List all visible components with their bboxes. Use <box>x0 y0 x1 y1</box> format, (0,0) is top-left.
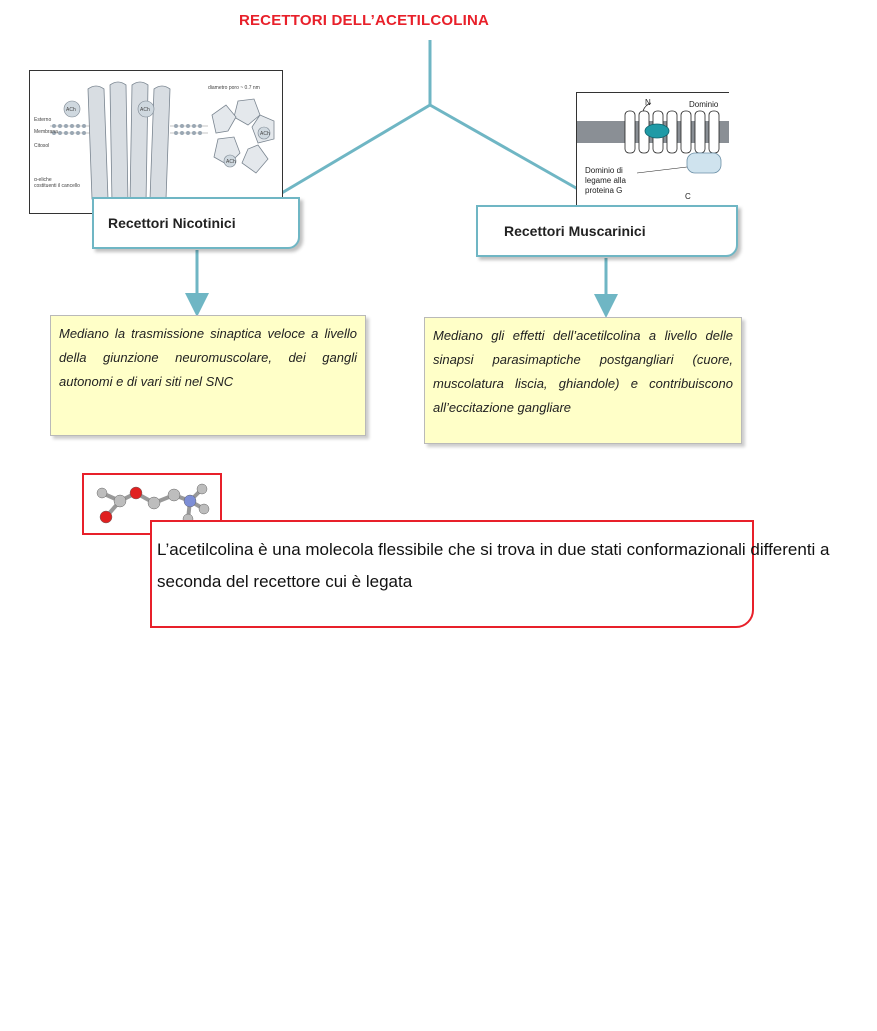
nicotinic-receptors-label <box>92 197 300 249</box>
muscarinic-receptors-label <box>476 205 738 257</box>
svg-text:Membrana: Membrana <box>34 129 58 135</box>
svg-text:proteina G: proteina G <box>585 186 623 195</box>
svg-text:Esterno: Esterno <box>34 117 52 123</box>
svg-text:ACh: ACh <box>140 107 150 113</box>
svg-text:ACh: ACh <box>66 107 76 113</box>
nicotinic-receptor-image <box>29 70 283 214</box>
svg-text:Citosol: Citosol <box>34 143 50 149</box>
svg-text:diametro poro ~ 0.7 nm: diametro poro ~ 0.7 nm <box>208 85 260 91</box>
muscarinic-description: Mediano gli effetti dell’acetilcolina a livello delle sinapsi parasimaptiche postgangliari (cuore, muscolatura liscia, ghiandole) e contribuiscono all’eccitazione gangliare <box>424 317 742 444</box>
svg-text:costituenti il cancello: costituenti il cancello <box>34 183 80 189</box>
note-text: L’acetilcolina è una molecola flessibile che si trova in due stati conformazionali differenti a seconda del recettore cui è legata <box>157 540 830 591</box>
muscarinic-receptor-image <box>576 92 729 206</box>
nicotinic-description: Mediano la trasmissione sinaptica veloce a livello della giunzione neuromuscolare, dei gangli autonomi e di vari siti nel SNC <box>50 315 366 436</box>
svg-text:legame alla: legame alla <box>585 176 626 185</box>
svg-text:C: C <box>685 192 691 201</box>
svg-text:Dominio di: Dominio di <box>585 166 623 175</box>
svg-text:N: N <box>645 98 651 107</box>
svg-text:ACh: ACh <box>260 131 270 137</box>
muscarinic-receptors-text: Recettori Muscarinici <box>504 223 646 239</box>
page-title: RECETTORI DELL’ACETILCOLINA <box>238 12 490 29</box>
svg-text:Dominio: Dominio <box>689 100 719 109</box>
svg-text:α-eliche: α-eliche <box>34 177 52 183</box>
svg-text:ACh: ACh <box>226 159 236 165</box>
nicotinic-receptors-text: Recettori Nicotinici <box>108 215 236 231</box>
